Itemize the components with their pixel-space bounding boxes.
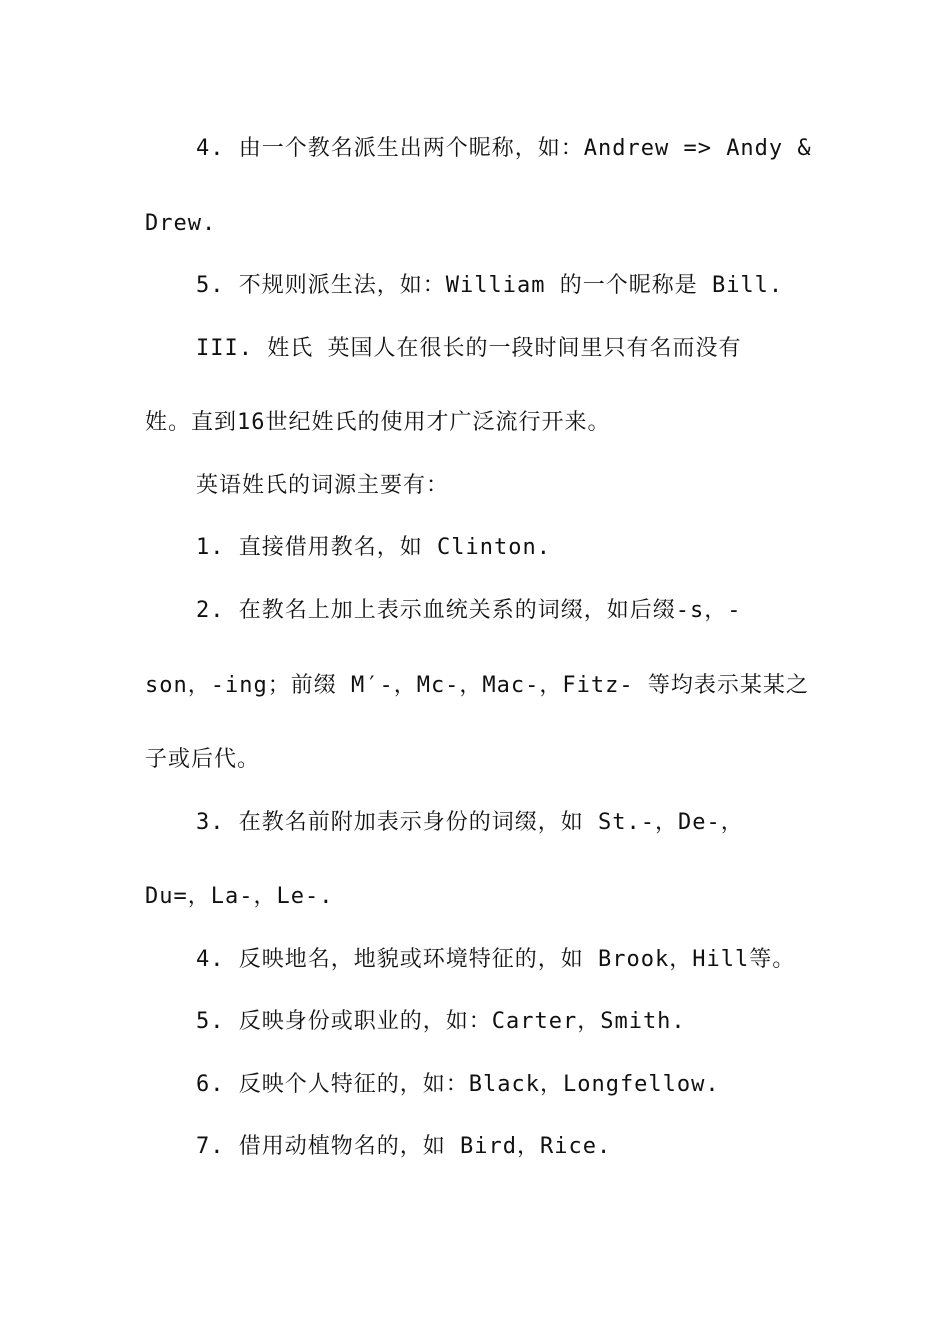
- text-line: 5. 不规则派生法，如：William 的一个昵称是 Bill.: [196, 273, 784, 298]
- text-line: 姓。直到16世纪姓氏的使用才广泛流行开来。: [145, 410, 611, 435]
- text-line: 1. 直接借用教名，如 Clinton.: [196, 535, 551, 560]
- text-line: 6. 反映个人特征的，如：Black，Longfellow.: [196, 1072, 720, 1097]
- text-line: 2. 在教名上加上表示血统关系的词缀，如后缀-s，-: [196, 598, 742, 623]
- text-line: son，-ing；前缀 M′-，Mc-，Mac-，Fitz- 等均表示某某之: [145, 673, 809, 698]
- text-line: 5. 反映身份或职业的，如：Carter，Smith.: [196, 1009, 686, 1034]
- text-line: 7. 借用动植物名的，如 Bird，Rice.: [196, 1134, 612, 1159]
- text-line: 英语姓氏的词源主要有：: [196, 473, 450, 498]
- text-line: 4. 由一个教名派生出两个昵称，如：Andrew => Andy &: [196, 136, 812, 161]
- text-line: Drew.: [145, 211, 217, 236]
- text-line: 4. 反映地名，地貌或环境特征的，如 Brook，Hill等。: [196, 947, 796, 972]
- text-line: III. 姓氏 英国人在很长的一段时间里只有名而没有: [196, 336, 742, 361]
- text-line: 子或后代。: [145, 747, 261, 772]
- text-line: Du=，La-，Le-.: [145, 884, 334, 909]
- text-line: 3. 在教名前附加表示身份的词缀，如 St.-，De-，: [196, 810, 744, 835]
